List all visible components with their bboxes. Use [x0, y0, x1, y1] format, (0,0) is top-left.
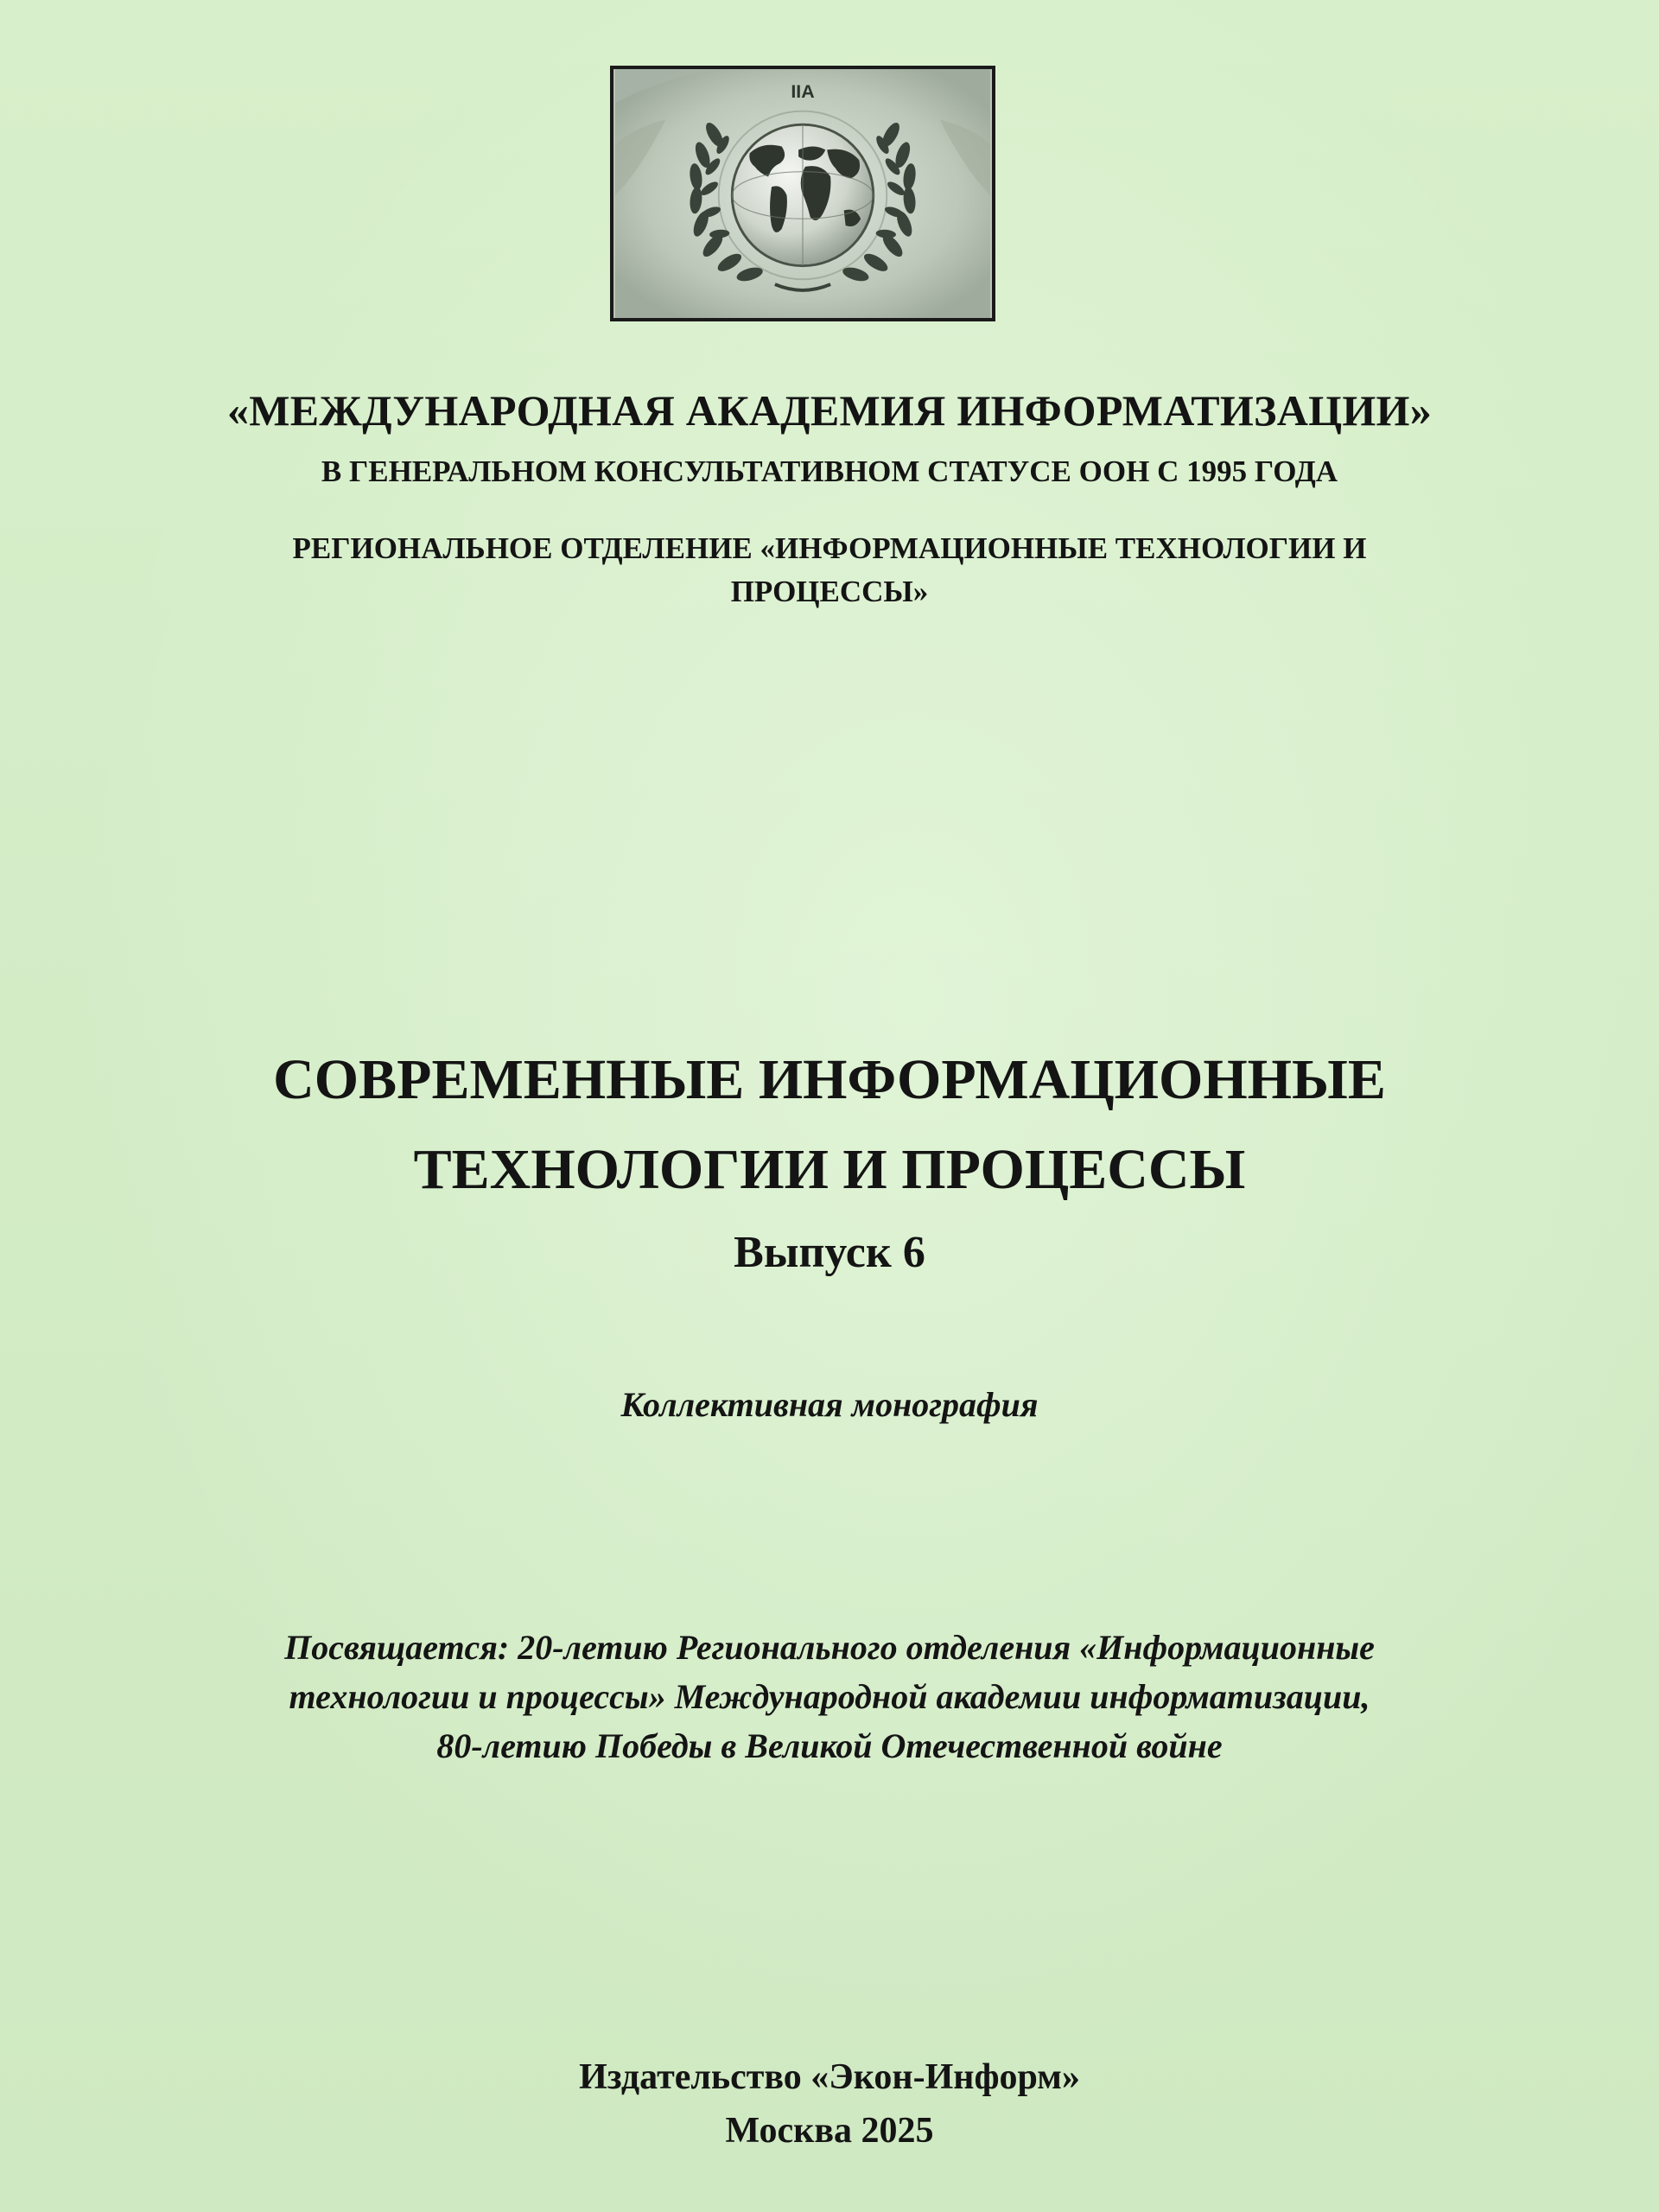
dedication-line-1: Посвящается: 20-летию Регионального отделения «Информационные: [284, 1628, 1375, 1667]
book-genre: Коллективная монография: [620, 1385, 1039, 1424]
book-title-line-1: СОВРЕМЕННЫЕ ИНФОРМАЦИОННЫЕ: [273, 1048, 1386, 1111]
publisher: Издательство «Экон-Информ»: [579, 2057, 1080, 2097]
emblem-text: IIA: [791, 81, 815, 103]
un-status-line: В ГЕНЕРАЛЬНОМ КОНСУЛЬТАТИВНОМ СТАТУСЕ ООН С 1995 ГОДА: [321, 454, 1338, 488]
book-title-line-2: ТЕХНОЛОГИИ И ПРОЦЕССЫ: [413, 1138, 1246, 1201]
dedication-line-2: технологии и процессы» Международной академии информатизации,: [289, 1677, 1370, 1716]
regional-branch-line-2: ПРОЦЕССЫ»: [730, 575, 929, 608]
issue-number: Выпуск 6: [734, 1228, 925, 1277]
academy-logo: [610, 66, 995, 321]
academy-name: «МЕЖДУНАРОДНАЯ АКАДЕМИЯ ИНФОРМАТИЗАЦИИ»: [226, 386, 1433, 435]
globe-laurel-emblem-icon: [613, 69, 992, 318]
dedication-line-3: 80-летию Победы в Великой Отечественной войне: [436, 1726, 1223, 1765]
city-year: Москва 2025: [725, 2111, 934, 2151]
regional-branch-line-1: РЕГИОНАЛЬНОЕ ОТДЕЛЕНИЕ «ИНФОРМАЦИОННЫЕ ТЕХНОЛОГИИ И: [292, 531, 1367, 565]
